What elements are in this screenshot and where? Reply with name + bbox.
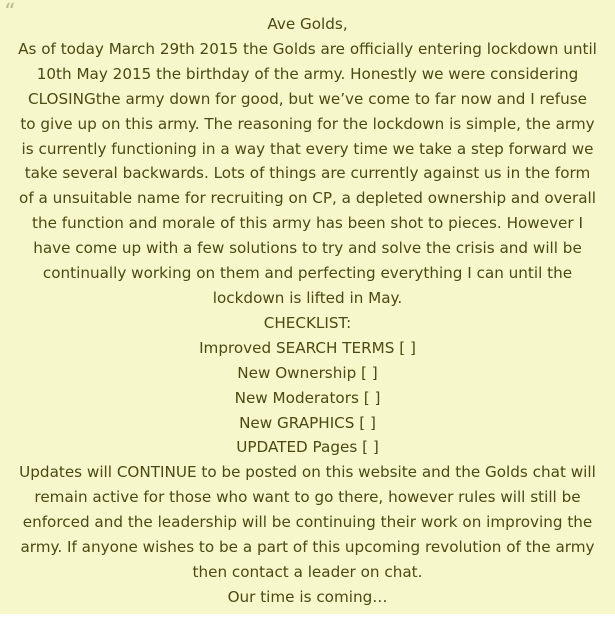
checklist-title: CHECKLIST: [263,313,352,332]
intro-paragraph: As of today March 29th 2015 the Golds are officially entering lockdown until 10th May 2015 the birthday of the army. Honestly we were considering CLOSINGthe army down for good, but we’ve come to far now and I refuse to give up on this army. The reasoning for the lockdown is simple, the army is currently functioning in a way that every time we take a step forward we take several backwards. Lots of things are currently against us in the form of a unsuitable name for recruiting on CP, a depleted ownership and overall the function and morale of this army has been shot to pieces. However I have come up with a few solutions to try and solve the crisis and will be continually working on them and perfecting everything I can until the lockdown is lifted in May. [18,39,597,307]
checklist-item: Improved SEARCH TERMS [ ] [199,338,416,357]
checklist-item: UPDATED Pages [ ] [236,438,379,457]
checklist-item: New GRAPHICS [ ] [239,413,376,432]
checklist-item: New Ownership [ ] [237,363,378,382]
greeting: Ave Golds, [267,15,348,33]
closing-line: Our time is coming… [227,587,388,606]
checklist-item: New Moderators [ ] [234,388,381,407]
quote-mark-icon: “ [4,0,16,25]
updates-paragraph: Updates will CONTINUE to be posted on this website and the Golds chat will remain active for those who want to go there, however rules will still be enforced and the leadership will be continuing their work on improving the army. If anyone wishes to be a part of this upcoming revolution of the army then contact a leader on chat. [19,463,596,581]
checklist [18,336,597,461]
